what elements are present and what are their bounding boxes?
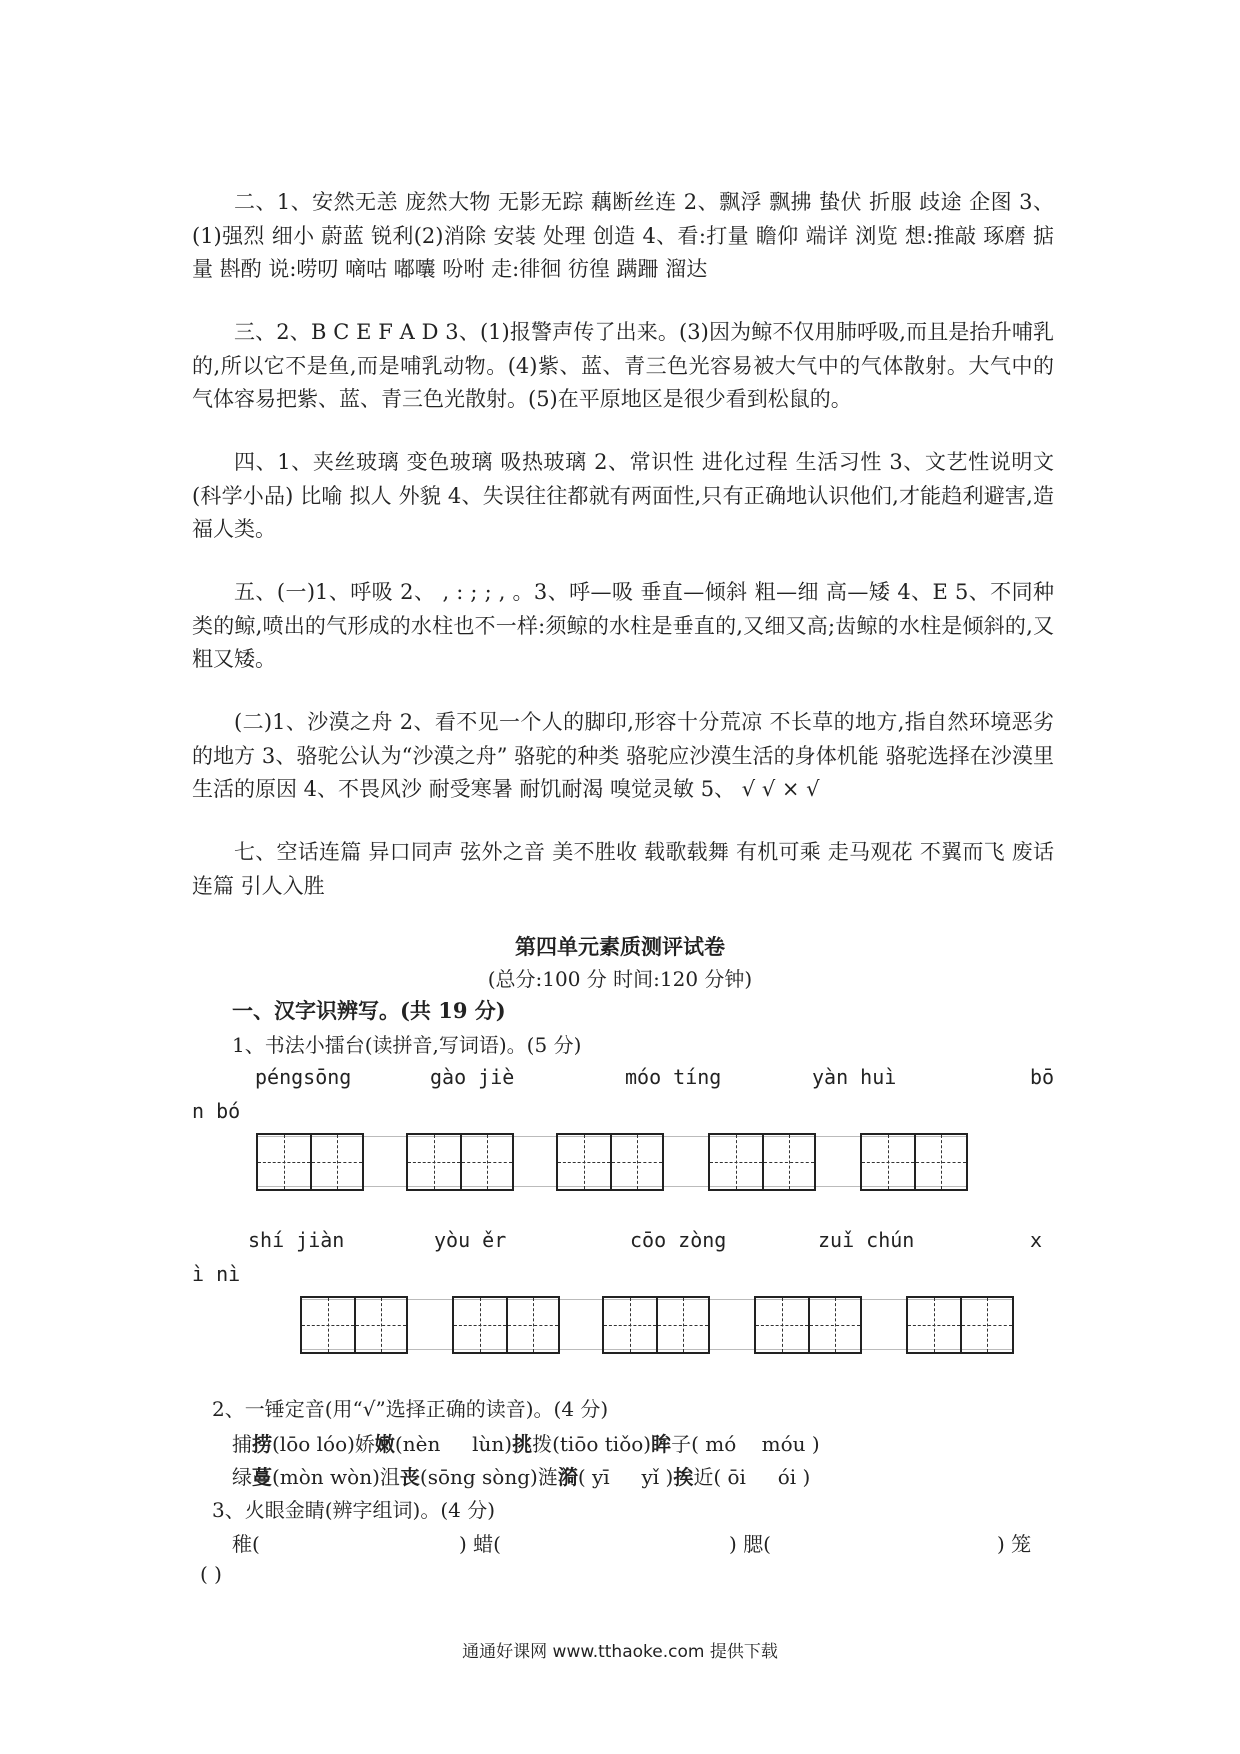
pronunciation-options[interactable]: ( ōi ói ): [713, 1465, 811, 1489]
pronunciation-item[interactable]: [651, 1432, 820, 1456]
pronunciation-options[interactable]: (tiōo tiǒo): [552, 1432, 652, 1456]
pinyin-label: x: [1030, 1228, 1043, 1252]
answer-section-4: [192, 446, 1054, 547]
pronunciation-char: 眸: [651, 1432, 672, 1456]
pinyin-label: ì nì: [192, 1262, 241, 1286]
writing-box[interactable]: [556, 1133, 664, 1191]
writing-box[interactable]: [906, 1296, 1014, 1354]
writing-box[interactable]: [256, 1133, 364, 1191]
q2-line-1: [232, 1428, 820, 1457]
pronunciation-options[interactable]: (mòn wòn): [272, 1465, 380, 1489]
q2-label: 2、一锤定音(用“√”选择正确的读音)。(4 分): [212, 1397, 609, 1421]
q3-item[interactable]: ) 腮(: [729, 1532, 771, 1556]
pronunciation-options[interactable]: (lōo lóo): [272, 1432, 355, 1456]
pinyin-label: móo tíng: [625, 1065, 722, 1089]
pronunciation-char: 沮: [379, 1465, 400, 1489]
pronunciation-item[interactable]: [673, 1465, 810, 1489]
part1-heading: 一、汉字识辨写。(共 19 分): [232, 998, 506, 1023]
pinyin-label: cōo zòng: [630, 1228, 727, 1252]
q1-label: 1、书法小擂台(读拼音,写词语)。(5 分): [232, 1033, 582, 1057]
answer-section-5b: [192, 706, 1054, 807]
footer-credit: 通通好课网 www.tthaoke.com 提供下载: [462, 1642, 778, 1662]
pinyin-label: yòu ěr: [434, 1228, 507, 1252]
pronunciation-item[interactable]: [232, 1465, 380, 1489]
pronunciation-options[interactable]: ( mó móu ): [691, 1432, 820, 1456]
answer-section-7: [192, 836, 1054, 903]
q3-wrap[interactable]: ( ): [200, 1562, 222, 1586]
pronunciation-char: 娇: [354, 1432, 375, 1456]
answer-section-3: [192, 316, 1054, 417]
pronunciation-char: 挨: [673, 1465, 694, 1489]
q3-item[interactable]: ) 笼: [997, 1532, 1032, 1556]
writing-box[interactable]: [452, 1296, 560, 1354]
q3-item[interactable]: ) 蜡(: [459, 1532, 501, 1556]
pinyin-label: péngsōng: [255, 1065, 352, 1089]
pronunciation-char: 近: [693, 1465, 714, 1489]
pinyin-label: zuǐ chún: [818, 1228, 915, 1252]
writing-box[interactable]: [708, 1133, 816, 1191]
answer-text: 四、1、夹丝玻璃 变色玻璃 吸热玻璃 2、常识性 进化过程 生活习性 3、文艺性说明文(科学小品) 比喻 拟人 外貌 4、失误往往都就有两面性,只有正确地认识他们,才能趋利避害,造福人类。: [192, 450, 1054, 541]
writing-box[interactable]: [300, 1296, 408, 1354]
exam-title: 第四单元素质测评试卷: [515, 934, 725, 959]
pronunciation-item[interactable]: [380, 1465, 538, 1489]
pronunciation-char: 涟: [537, 1465, 558, 1489]
pinyin-label: n bó: [192, 1099, 241, 1123]
pinyin-label: shí jiàn: [248, 1228, 345, 1252]
pronunciation-char: 捕: [232, 1432, 252, 1456]
pronunciation-options[interactable]: (sōng sòng): [419, 1465, 538, 1489]
writing-grid-row-2: [300, 1296, 1020, 1352]
pronunciation-char: 漪: [557, 1465, 578, 1489]
writing-box[interactable]: [406, 1133, 514, 1191]
answer-section-2: [192, 186, 1054, 287]
pronunciation-item[interactable]: [538, 1465, 674, 1489]
pronunciation-item[interactable]: [232, 1432, 355, 1456]
writing-box[interactable]: [754, 1296, 862, 1354]
answer-text: (二)1、沙漠之舟 2、看不见一个人的脚印,形容十分荒凉 不长草的地方,指自然环境恶劣的地方 3、骆驼公认为“沙漠之舟” 骆驼的种类 骆驼应沙漠生活的身体机能 骆驼选择在沙漠里生活的原因 4、不畏风沙 耐受寒暑 耐饥耐渴 嗅觉灵敏 5、 √ √ × √: [192, 710, 1054, 801]
answer-section-5: [192, 576, 1054, 677]
pronunciation-char: 嫩: [374, 1432, 395, 1456]
pronunciation-char: 绿: [232, 1465, 252, 1489]
q3-label: 3、火眼金睛(辨字组词)。(4 分): [212, 1498, 496, 1522]
pronunciation-char: 蔓: [252, 1465, 272, 1489]
answer-text: 二、1、安然无恙 庞然大物 无影无踪 藕断丝连 2、飘浮 飘拂 蛰伏 折服 歧途 企图 3、(1)强烈 细小 蔚蓝 锐利(2)消除 安装 处理 创造 4、看:打量 瞻仰 端详 浏览 想:推敲 琢磨 掂量 斟酌 说:唠叨 嘀咕 嘟囔 吩咐 走:徘徊 彷徨 蹒跚 溜达: [192, 190, 1054, 281]
exam-subtitle: (总分:100 分 时间:120 分钟): [487, 967, 753, 991]
pronunciation-options[interactable]: ( yī yǐ ): [577, 1465, 674, 1489]
writing-box[interactable]: [860, 1133, 968, 1191]
writing-grid-row-1: [256, 1133, 976, 1189]
pronunciation-item[interactable]: [355, 1432, 512, 1456]
pronunciation-char: 丧: [399, 1465, 420, 1489]
pinyin-label: gào jiè: [430, 1065, 515, 1089]
pronunciation-options[interactable]: (nèn lùn): [394, 1432, 513, 1456]
pinyin-label: bō: [1030, 1065, 1055, 1089]
answer-text: 七、空话连篇 异口同声 弦外之音 美不胜收 载歌载舞 有机可乘 走马观花 不翼而飞 废话连篇 引人入胜: [192, 840, 1054, 898]
pronunciation-char: 子: [671, 1432, 692, 1456]
q3-item[interactable]: 稚(: [232, 1532, 260, 1556]
answer-text: 五、(一)1、呼吸 2、 , : ; ; , 。3、呼—吸 垂直—倾斜 粗—细 高—矮 4、E 5、不同种类的鲸,喷出的气形成的水柱也不一样:须鲸的水柱是垂直的,又细又高;齿鲸的水柱是倾斜的,又粗又矮。: [192, 580, 1054, 671]
pronunciation-char: 捞: [252, 1432, 272, 1456]
pronunciation-char: 拨: [532, 1432, 553, 1456]
answer-text: 三、2、B C E F A D 3、(1)报警声传了出来。(3)因为鲸不仅用肺呼吸,而且是抬升哺乳的,所以它不是鱼,而是哺乳动物。(4)紫、蓝、青三色光容易被大气中的气体散射。大气中的气体容易把紫、蓝、青三色光散射。(5)在平原地区是很少看到松鼠的。: [192, 320, 1054, 411]
pronunciation-char: 挑: [512, 1432, 533, 1456]
pronunciation-item[interactable]: [512, 1432, 651, 1456]
writing-box[interactable]: [602, 1296, 710, 1354]
q2-line-2: [232, 1461, 810, 1490]
pinyin-label: yàn huì: [812, 1065, 897, 1089]
